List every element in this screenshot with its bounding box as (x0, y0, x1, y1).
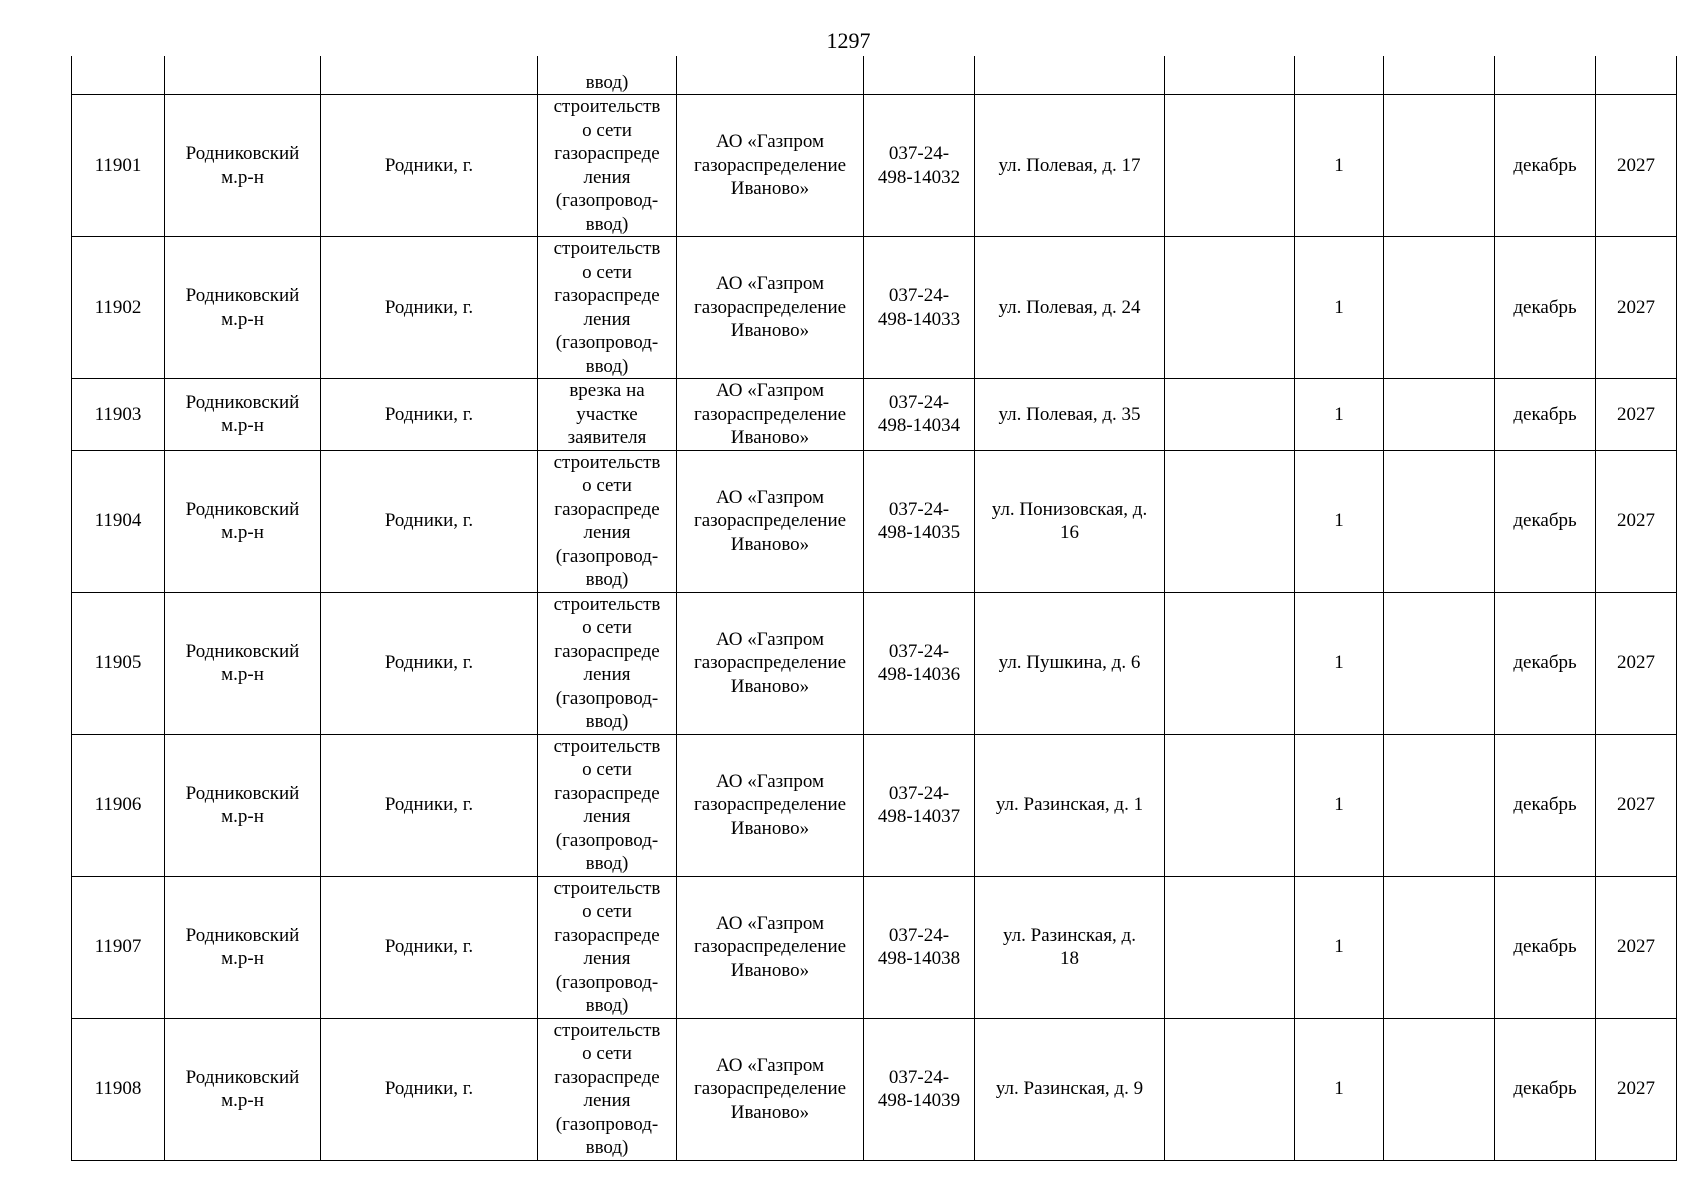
cell-empty (1165, 237, 1295, 379)
cell-empty (321, 56, 538, 95)
cell-empty (677, 56, 864, 95)
cell-district: Родниковский м.р-н (165, 1018, 321, 1160)
cell-address: ул. Разинская, д. 18 (975, 876, 1165, 1018)
cell-district: Родниковский м.р-н (165, 734, 321, 876)
table-row (72, 1018, 1677, 1160)
cell-work-type: строительств о сети газораспреде ления (газопровод- ввод) (538, 1018, 677, 1160)
cell-count: 1 (1295, 450, 1384, 592)
cell-empty (1165, 379, 1295, 451)
cell-address: ул. Полевая, д. 35 (975, 379, 1165, 451)
cell-empty (975, 56, 1165, 95)
cell-count: 1 (1295, 876, 1384, 1018)
cell-address: ул. Разинская, д. 9 (975, 1018, 1165, 1160)
cell-empty (1384, 876, 1495, 1018)
cell-district: Родниковский м.р-н (165, 450, 321, 592)
cell-count: 1 (1295, 1018, 1384, 1160)
cell-work-type: строительств о сети газораспреде ления (газопровод- ввод) (538, 592, 677, 734)
cell-month: декабрь (1495, 734, 1596, 876)
cell-work-type: врезка на участке заявителя (538, 379, 677, 451)
cell-year: 2027 (1596, 450, 1677, 592)
cell-empty (1165, 450, 1295, 592)
cell-year: 2027 (1596, 1018, 1677, 1160)
cell-organization: АО «Газпром газораспределение Иваново» (677, 95, 864, 237)
cell-empty (1384, 379, 1495, 451)
cell-empty (1165, 56, 1295, 95)
cell-empty (1165, 734, 1295, 876)
cell-empty (1384, 95, 1495, 237)
cell-district: Родниковский м.р-н (165, 379, 321, 451)
cell-number: 11904 (72, 450, 165, 592)
cell-empty (1165, 1018, 1295, 1160)
cell-empty (1165, 95, 1295, 237)
cell-empty (1495, 56, 1596, 95)
table-row (72, 734, 1677, 876)
cell-month: декабрь (1495, 95, 1596, 237)
cell-year: 2027 (1596, 734, 1677, 876)
cell-locality: Родники, г. (321, 450, 538, 592)
cell-month: декабрь (1495, 592, 1596, 734)
cell-code: 037-24- 498-14037 (864, 734, 975, 876)
table-row (72, 592, 1677, 734)
cell-year: 2027 (1596, 592, 1677, 734)
cell-address: ул. Пушкина, д. 6 (975, 592, 1165, 734)
cell-district: Родниковский м.р-н (165, 95, 321, 237)
cell-empty (864, 56, 975, 95)
cell-locality: Родники, г. (321, 592, 538, 734)
cell-code: 037-24- 498-14036 (864, 592, 975, 734)
cell-month: декабрь (1495, 876, 1596, 1018)
cell-count: 1 (1295, 379, 1384, 451)
cell-empty (1384, 1018, 1495, 1160)
cell-empty (1384, 56, 1495, 95)
cell-empty (1384, 237, 1495, 379)
cell-address: ул. Понизовская, д. 16 (975, 450, 1165, 592)
table-row (72, 237, 1677, 379)
cell-month: декабрь (1495, 237, 1596, 379)
cell-locality: Родники, г. (321, 876, 538, 1018)
cell-organization: АО «Газпром газораспределение Иваново» (677, 1018, 864, 1160)
data-table (71, 56, 1677, 1161)
table-row (72, 450, 1677, 592)
cell-locality: Родники, г. (321, 734, 538, 876)
cell-number: 11908 (72, 1018, 165, 1160)
cell-code: 037-24- 498-14032 (864, 95, 975, 237)
cell-number: 11903 (72, 379, 165, 451)
cell-empty (1165, 876, 1295, 1018)
cell-organization: АО «Газпром газораспределение Иваново» (677, 734, 864, 876)
cell-locality: Родники, г. (321, 95, 538, 237)
cell-year: 2027 (1596, 237, 1677, 379)
cell-number: 11906 (72, 734, 165, 876)
cell-empty (1384, 734, 1495, 876)
table-row (72, 379, 1677, 451)
cell-code: 037-24- 498-14039 (864, 1018, 975, 1160)
table-row (72, 876, 1677, 1018)
cell-number: 11902 (72, 237, 165, 379)
cell-organization: АО «Газпром газораспределение Иваново» (677, 450, 864, 592)
table-row (72, 95, 1677, 237)
cell-year: 2027 (1596, 876, 1677, 1018)
cell-count: 1 (1295, 592, 1384, 734)
cell-address: ул. Разинская, д. 1 (975, 734, 1165, 876)
cell-year: 2027 (1596, 379, 1677, 451)
cell-locality: Родники, г. (321, 237, 538, 379)
cell-district: Родниковский м.р-н (165, 592, 321, 734)
cell-district: Родниковский м.р-н (165, 237, 321, 379)
cell-count: 1 (1295, 95, 1384, 237)
cell-number: 11907 (72, 876, 165, 1018)
cell-count: 1 (1295, 734, 1384, 876)
cell-work-type: строительств о сети газораспреде ления (газопровод- ввод) (538, 95, 677, 237)
cell-work-type: строительств о сети газораспреде ления (газопровод- ввод) (538, 450, 677, 592)
cell-organization: АО «Газпром газораспределение Иваново» (677, 237, 864, 379)
cell-work-type: строительств о сети газораспреде ления (газопровод- ввод) (538, 734, 677, 876)
cell-number: 11901 (72, 95, 165, 237)
cell-number: 11905 (72, 592, 165, 734)
cell-year: 2027 (1596, 95, 1677, 237)
cell-empty (1384, 450, 1495, 592)
cell-organization: АО «Газпром газораспределение Иваново» (677, 592, 864, 734)
page-number: 1297 (826, 28, 871, 53)
cell-code: 037-24- 498-14034 (864, 379, 975, 451)
cell-locality: Родники, г. (321, 1018, 538, 1160)
cell-code: 037-24- 498-14033 (864, 237, 975, 379)
cell-work-type: ввод) (538, 56, 677, 95)
cell-organization: АО «Газпром газораспределение Иваново» (677, 876, 864, 1018)
cell-address: ул. Полевая, д. 17 (975, 95, 1165, 237)
cell-month: декабрь (1495, 379, 1596, 451)
cell-count: 1 (1295, 237, 1384, 379)
cell-empty (1295, 56, 1384, 95)
cell-empty (165, 56, 321, 95)
cell-code: 037-24- 498-14038 (864, 876, 975, 1018)
cell-empty (72, 56, 165, 95)
cell-empty (1596, 56, 1677, 95)
table-body (72, 56, 1677, 1160)
cell-empty (1384, 592, 1495, 734)
cell-month: декабрь (1495, 450, 1596, 592)
continuation-row (72, 56, 1677, 95)
cell-work-type: строительств о сети газораспреде ления (газопровод- ввод) (538, 237, 677, 379)
cell-locality: Родники, г. (321, 379, 538, 451)
cell-month: декабрь (1495, 1018, 1596, 1160)
cell-district: Родниковский м.р-н (165, 876, 321, 1018)
cell-organization: АО «Газпром газораспределение Иваново» (677, 379, 864, 451)
cell-work-type: строительств о сети газораспреде ления (газопровод- ввод) (538, 876, 677, 1018)
cell-empty (1165, 592, 1295, 734)
cell-code: 037-24- 498-14035 (864, 450, 975, 592)
cell-address: ул. Полевая, д. 24 (975, 237, 1165, 379)
